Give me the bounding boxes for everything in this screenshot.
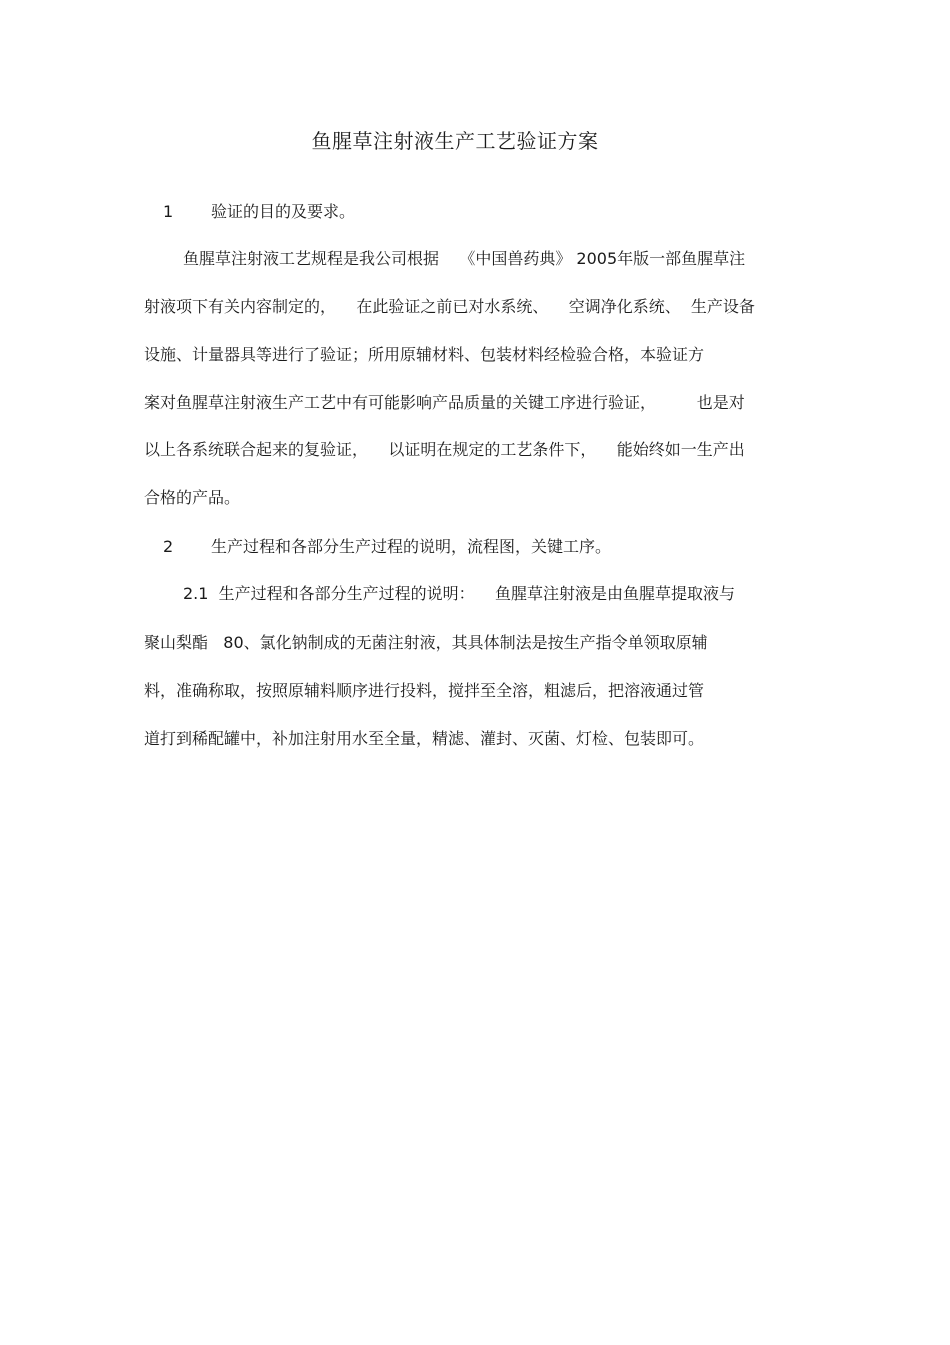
paragraph-1-line-1: 鱼腥草注射液工艺规程是我公司根据 《中国兽药典》 2005年版一部鱼腥草注 [183,249,746,268]
section-2-heading: 生产过程和各部分生产过程的说明，流程图，关键工序。 [211,537,612,556]
section-2-number: 2 [163,537,174,556]
paragraph-1-line-2: 射液项下有关内容制定的， 在此验证之前已对水系统、 空调净化系统、 生产设备 [144,297,755,316]
document-title: 鱼腥草注射液生产工艺验证方案 [311,129,599,153]
paragraph-2-1-line-2: 聚山梨酯 80、氯化钠制成的无菌注射液，其具体制法是按生产指令单领取原辅 [144,633,708,652]
paragraph-2-1-line-3: 料，准确称取，按照原辅料顺序进行投料，搅拌至全溶，粗滤后，把溶液通过管 [144,681,705,700]
paragraph-2-1-line-1: 2.1 生产过程和各部分生产过程的说明： 鱼腥草注射液是由鱼腥草提取液与 [183,584,735,603]
paragraph-2-1-line-4: 道打到稀配罐中，补加注射用水至全量，精滤、灌封、灭菌、灯检、包装即可。 [144,729,705,748]
paragraph-1-line-4: 案对鱼腥草注射液生产工艺中有可能影响产品质量的关键工序进行验证， 也是对 [144,393,745,412]
paragraph-1-line-6: 合格的产品。 [144,488,241,507]
paragraph-1-line-5: 以上各系统联合起来的复验证， 以证明在规定的工艺条件下， 能始终如一生产出 [144,440,745,459]
section-1-number: 1 [163,202,174,221]
paragraph-1-line-3: 设施、计量器具等进行了验证；所用原辅材料、包装材料经检验合格，本验证方 [144,345,705,364]
section-1-heading: 验证的目的及要求。 [211,202,356,221]
